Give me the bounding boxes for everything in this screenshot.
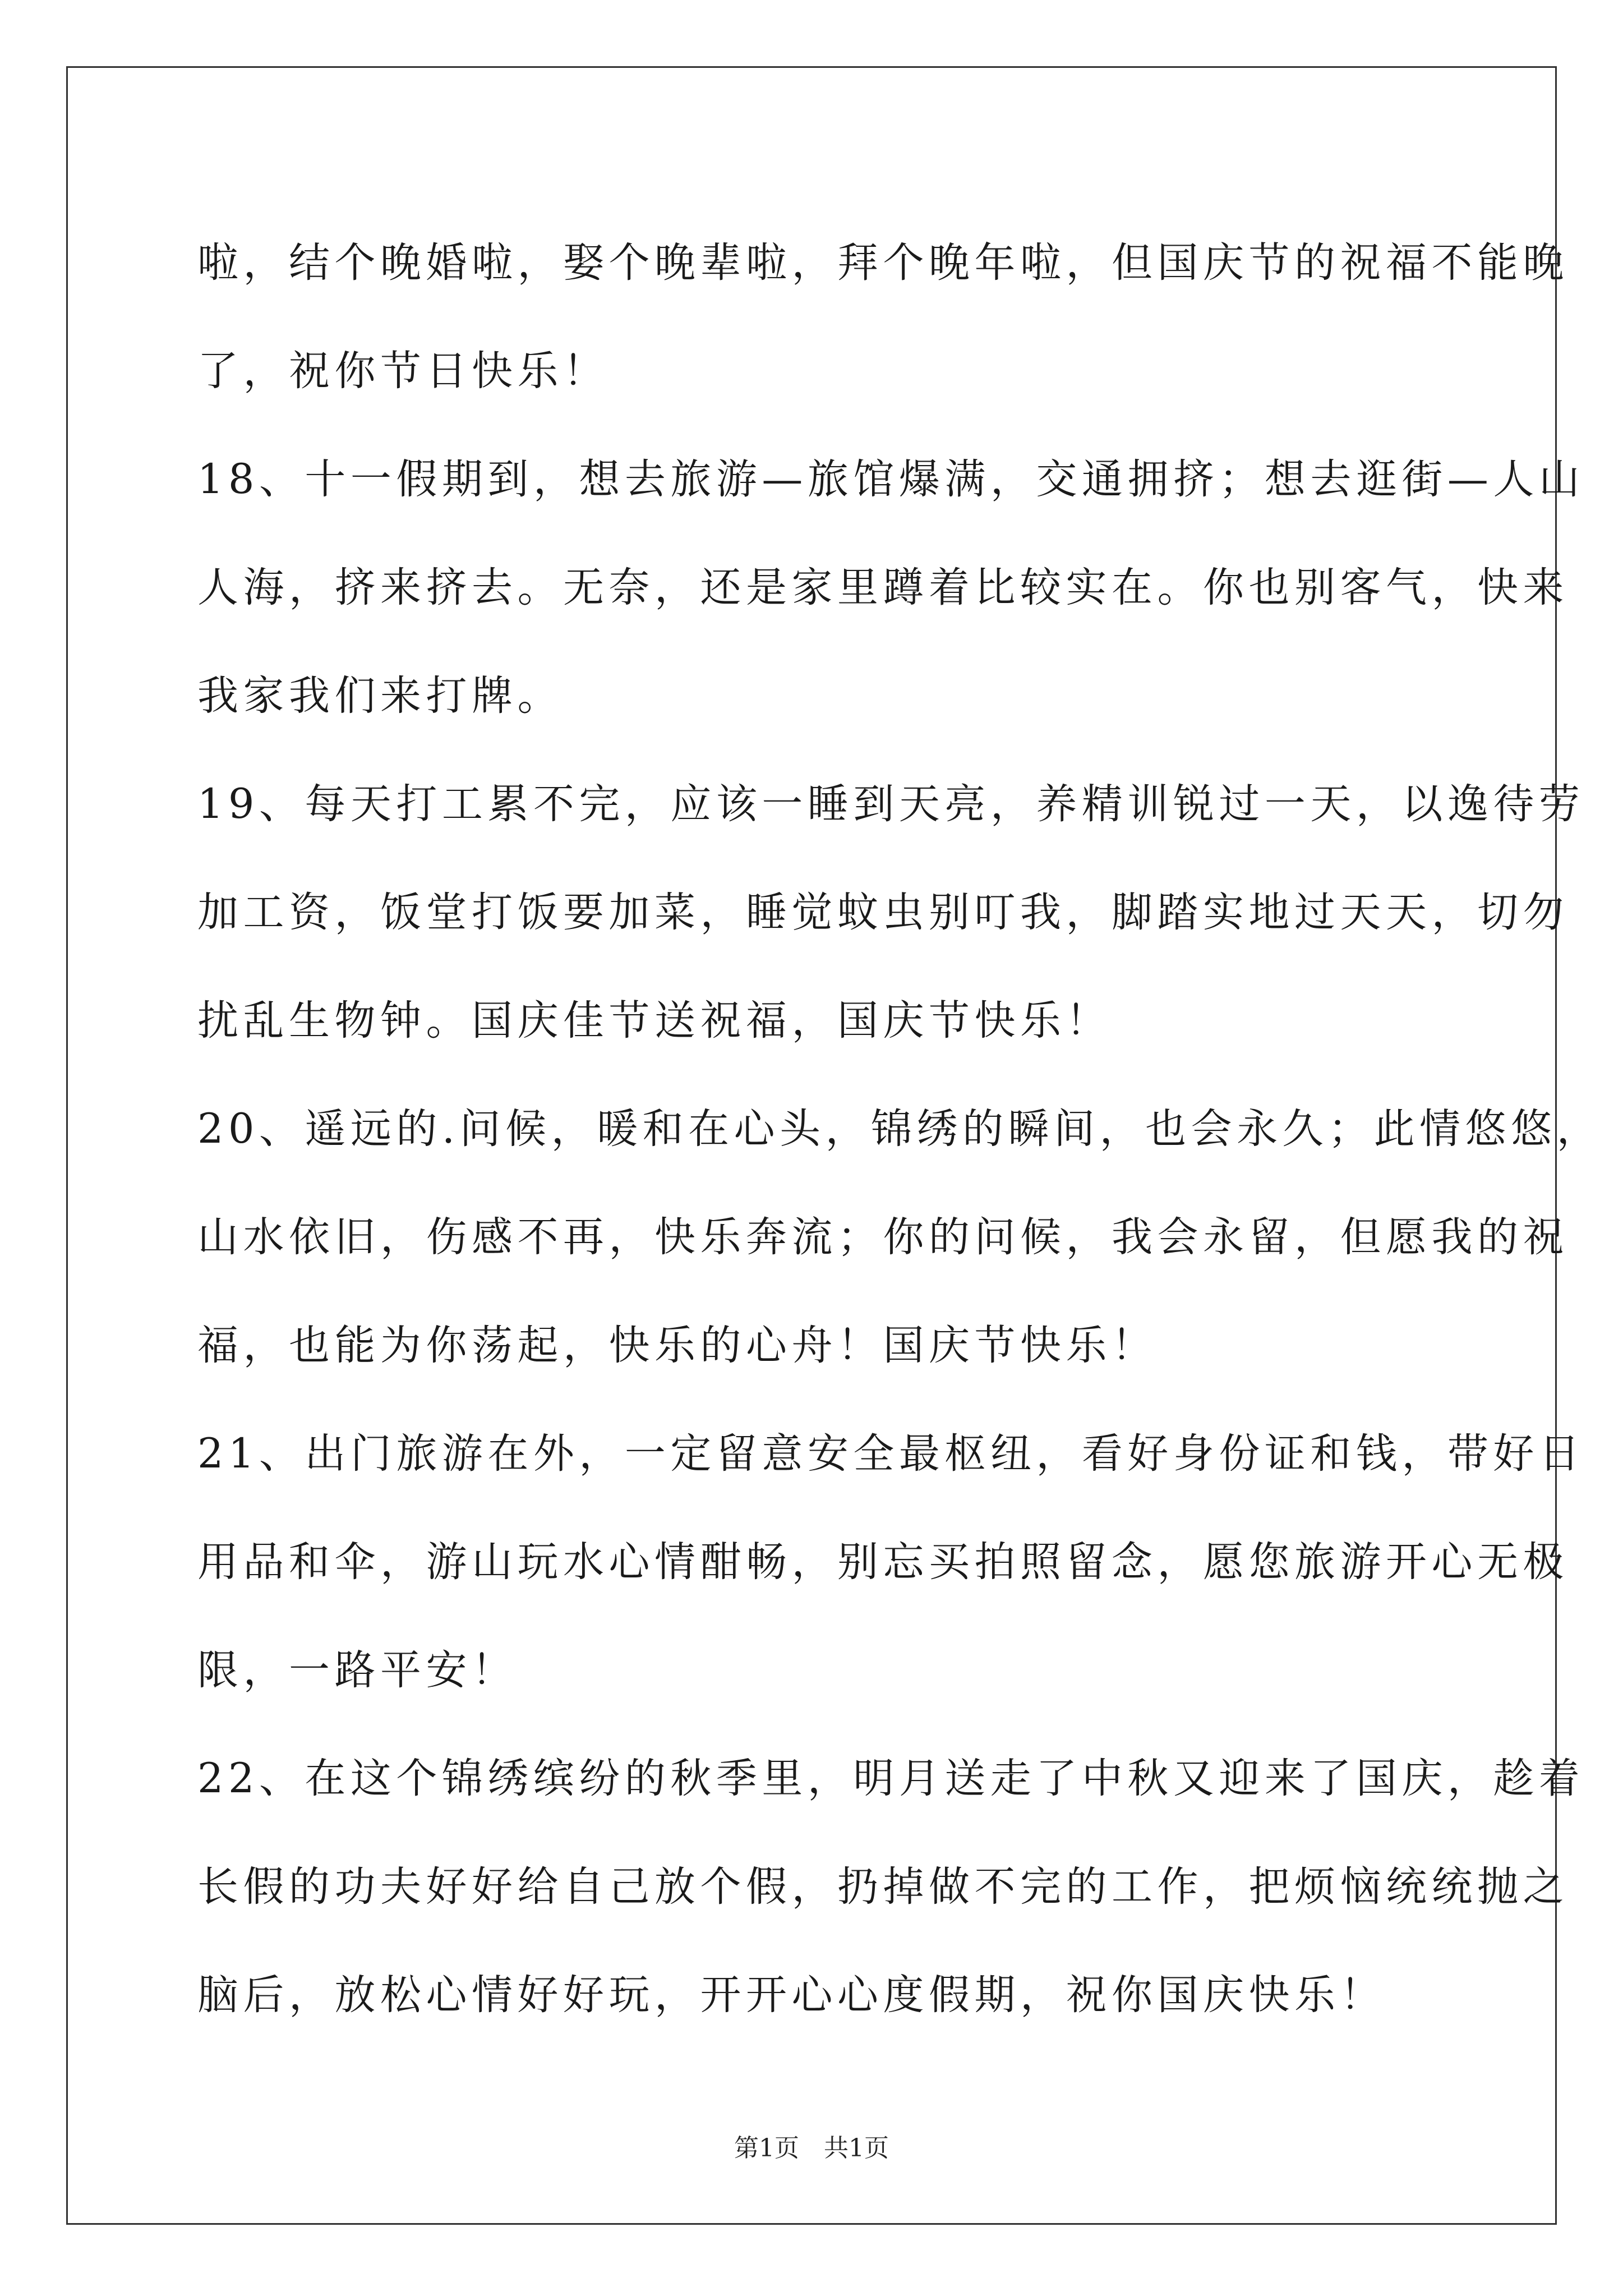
text-line: 21、出门旅游在外，一定留意安全最枢纽，看好身份证和钱，带好日	[197, 1430, 1585, 1478]
text-line: 20、遥远的.问候，暖和在心头，锦绣的瞬间，也会永久；此情悠悠，	[197, 1105, 1603, 1153]
text-line: 我家我们来打牌。	[197, 672, 563, 720]
document-body	[197, 209, 1603, 2049]
text-line: 18、十一假期到，想去旅游—旅馆爆满，交通拥挤；想去逛街—人山	[197, 455, 1585, 503]
text-line: 脑后，放松心情好好玩，开开心心度假期，祝你国庆快乐！	[197, 1971, 1386, 2019]
page-footer: 第1页 共1页	[734, 2134, 889, 2162]
text-line: 限，一路平安！	[197, 1646, 518, 1694]
text-line: 人海，挤来挤去。无奈，还是家里蹲着比较实在。你也别客气，快来	[197, 564, 1569, 611]
text-line: 福，也能为你荡起，快乐的心舟！国庆节快乐！	[197, 1322, 1158, 1369]
text-line: 长假的功夫好好给自己放个假，扔掉做不完的工作，把烦恼统统抛之	[197, 1863, 1569, 1911]
text-line: 用品和伞，游山玩水心情酣畅，别忘买拍照留念，愿您旅游开心无极	[197, 1538, 1569, 1586]
text-line: 啦，结个晚婚啦，娶个晚辈啦，拜个晚年啦，但国庆节的祝福不能晚	[197, 239, 1569, 287]
text-line: 加工资，饭堂打饭要加菜，睡觉蚊虫别叮我，脚踏实地过天天，切勿	[197, 889, 1569, 936]
text-line: 了，祝你节日快乐！	[197, 347, 609, 395]
text-line: 山水依旧，伤感不再，快乐奔流；你的问候，我会永留，但愿我的祝	[197, 1213, 1569, 1261]
text-line: 22、在这个锦绣缤纷的秋季里，明月送走了中秋又迎来了国庆，趁着	[197, 1755, 1585, 1802]
text-line: 19、每天打工累不完，应该一睡到天亮，养精训锐过一天，以逸待劳	[197, 780, 1585, 828]
text-line: 扰乱生物钟。国庆佳节送祝福，国庆节快乐！	[197, 997, 1112, 1045]
